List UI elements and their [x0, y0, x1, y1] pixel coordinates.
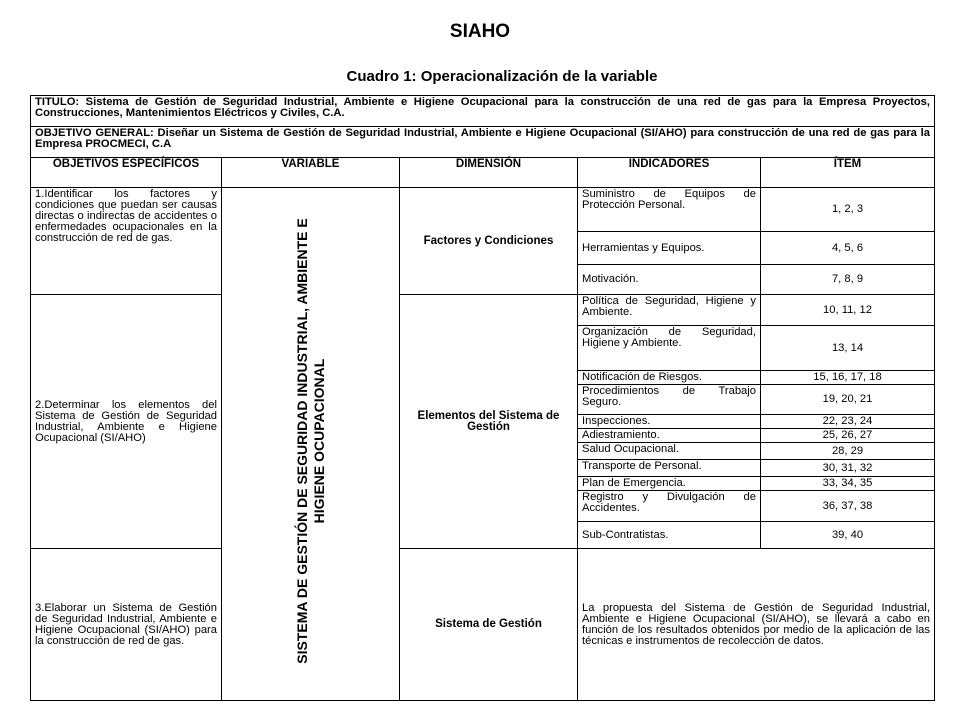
dimension-2: Elementos del Sistema de Gestión — [400, 295, 578, 549]
table-caption: Cuadro 1: Operacionalización de la variable — [346, 68, 658, 85]
header-objetivos: OBJETIVOS ESPECÍFICOS — [31, 158, 222, 188]
item-8: 22, 23, 24 — [761, 415, 935, 429]
header-variable: VARIABLE — [222, 158, 400, 188]
item-9: 25, 26, 27 — [761, 429, 935, 443]
objetivo-general-cell: OBJETIVO GENERAL: Diseñar un Sistema de Gestión de Seguridad Industrial, Ambiente e Higiene Ocupacional (SI/AHO) para construcción de una red de gas para la Empresa PROCMECI, C.A — [31, 127, 935, 158]
header-item: ÍTEM — [761, 158, 935, 188]
indicador-9: Adiestramiento. — [578, 429, 761, 443]
variable-text: SISTEMA DE GESTIÓN DE SEGURIDAD INDUSTRIAL, AMBIENTE E HIGIENE OCUPACIONAL — [293, 218, 327, 664]
indicador-14: Sub-Contratistas. — [578, 522, 761, 549]
item-14: 39, 40 — [761, 522, 935, 549]
item-2: 4, 5, 6 — [761, 232, 935, 265]
item-7: 19, 20, 21 — [761, 385, 935, 415]
propuesta-cell: La propuesta del Sistema de Gestión de Seguridad Industrial, Ambiente e Higiene Ocupacional (SI/AHO), se llevará a cabo en función de los resultados obtenidos por medio de la aplicación de las técnicas e instrumentos de recolección de datos. — [578, 549, 935, 701]
item-5: 13, 14 — [761, 326, 935, 371]
dimension-3: Sistema de Gestión — [400, 549, 578, 701]
variable-cell — [222, 188, 400, 701]
item-3: 7, 8, 9 — [761, 265, 935, 295]
item-4: 10, 11, 12 — [761, 295, 935, 326]
indicador-4: Política de Seguridad, Higiene y Ambiente. — [578, 295, 761, 326]
indicador-11: Transporte de Personal. — [578, 460, 761, 477]
indicador-3: Motivación. — [578, 265, 761, 295]
indicador-2: Herramientas y Equipos. — [578, 232, 761, 265]
dimension-1: Factores y Condiciones — [400, 188, 578, 295]
objetivo-2: 2.Determinar los elementos del Sistema de Gestión de Seguridad Industrial, Ambiente e Higiene Ocupacional (SI/AHO) — [31, 295, 222, 549]
objetivo-3: 3.Elaborar un Sistema de Gestión de Seguridad Industrial, Ambiente e Higiene Ocupacional (SI/AHO) para la construcción de red de gas. — [31, 549, 222, 701]
indicador-12: Plan de Emergencia. — [578, 477, 761, 491]
item-12: 33, 34, 35 — [761, 477, 935, 491]
operationalization-table — [30, 95, 935, 701]
objetivo-1: 1.Identificar los factores y condiciones que puedan ser causas directas o indirectas de accidentes o enfermedades ocupacionales en la construcción de red de gas. — [31, 188, 222, 295]
indicador-10: Salud Ocupacional. — [578, 443, 761, 460]
indicador-8: Inspecciones. — [578, 415, 761, 429]
slide-title: SIAHO — [449, 21, 511, 42]
indicador-6: Notificación de Riesgos. — [578, 371, 761, 385]
header-indicadores: INDICADORES — [578, 158, 761, 188]
indicador-13: Registro y Divulgación de Accidentes. — [578, 491, 761, 522]
header-dimension: DIMENSIÓN — [400, 158, 578, 188]
indicador-7: Procedimientos de Trabajo Seguro. — [578, 385, 761, 415]
item-6: 15, 16, 17, 18 — [761, 371, 935, 385]
titulo-cell: TITULO: Sistema de Gestión de Seguridad Industrial, Ambiente e Higiene Ocupacional para la construcción de una red de gas para la Empresa Proyectos, Construcciones, Mantenimientos Eléctricos y Civiles, C.A. — [31, 96, 935, 127]
item-11: 30, 31, 32 — [761, 460, 935, 477]
item-10: 28, 29 — [761, 443, 935, 460]
item-1: 1, 2, 3 — [761, 188, 935, 232]
indicador-5: Organización de Seguridad, Higiene y Ambiente. — [578, 326, 761, 371]
item-13: 36, 37, 38 — [761, 491, 935, 522]
indicador-1: Suministro de Equipos de Protección Personal. — [578, 188, 761, 232]
